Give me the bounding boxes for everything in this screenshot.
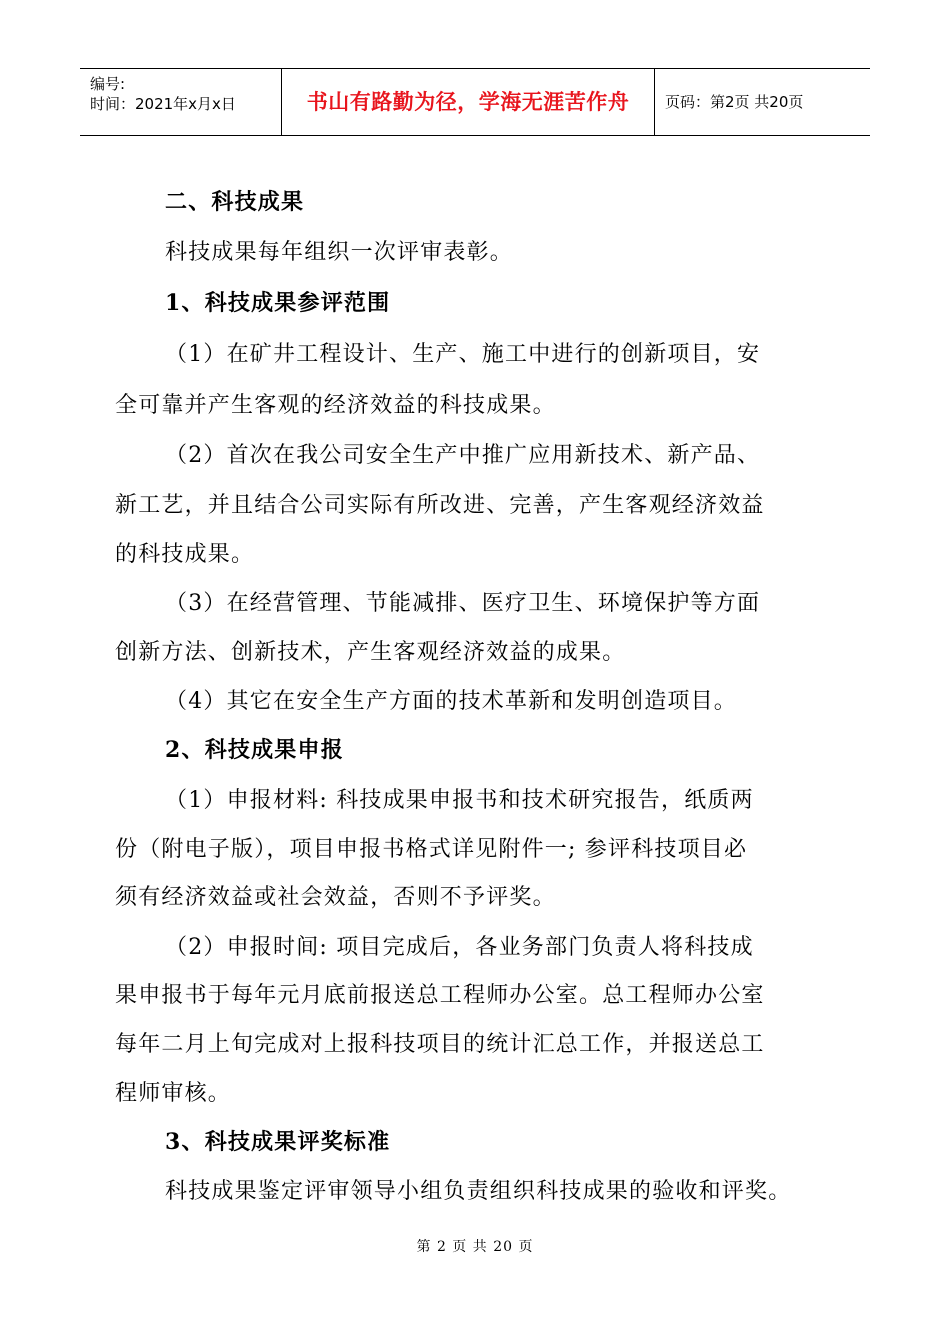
subsection-heading: 2、科技成果申报: [165, 737, 344, 763]
header-page-code: 页码：第2页 共20页: [665, 93, 804, 111]
page-footer: 第 2 页 共 20 页: [416, 1239, 534, 1255]
paragraph-line: 每年二月上旬完成对上报科技项目的统计汇总工作，并报送总工: [115, 1032, 765, 1057]
header-meta: [80, 69, 281, 135]
paragraph-line: （4）其它在安全生产方面的技术革新和发明创造项目。: [165, 689, 737, 714]
header-motto: 书山有路勤为径，学海无涯苦作舟: [281, 69, 655, 135]
document-header: [80, 68, 870, 136]
paragraph-line: 全可靠并产生客观的经济效益的科技成果。: [115, 393, 556, 418]
paragraph-line: 须有经济效益或社会效益，否则不予评奖。: [115, 885, 556, 910]
paragraph-line: （2）申报时间: 项目完成后，各业务部门负责人将科技成: [165, 935, 754, 960]
paragraph-line: 程师审核。: [115, 1081, 232, 1106]
paragraph-line: （1）在矿井工程设计、生产、施工中进行的创新项目，安: [165, 342, 761, 367]
paragraph-line: （1）申报材料: 科技成果申报书和技术研究报告，纸质两: [165, 788, 754, 813]
subsection-heading: 3、科技成果评奖标准: [165, 1129, 391, 1155]
paragraph-line: 科技成果每年组织一次评审表彰。: [165, 240, 514, 265]
paragraph-line: 果申报书于每年元月底前报送总工程师办公室。总工程师办公室: [115, 983, 765, 1008]
paragraph-line: 新工艺，并且结合公司实际有所改进、完善，产生客观经济效益: [115, 493, 765, 518]
paragraph-line: （3）在经营管理、节能减排、医疗卫生、环境保护等方面: [165, 591, 761, 616]
paragraph-line: 份（附电子版），项目申报书格式详见附件一; 参评科技项目必: [115, 837, 748, 862]
document-date: 时间：2021年x月x日: [90, 95, 236, 113]
paragraph-line: 创新方法、创新技术，产生客观经济效益的成果。: [115, 640, 626, 665]
subsection-heading: 1、科技成果参评范围: [165, 290, 391, 316]
paragraph-line: （2）首次在我公司安全生产中推广应用新技术、新产品、: [165, 443, 761, 468]
section-heading: 二、科技成果: [165, 189, 305, 215]
paragraph-line: 科技成果鉴定评审领导小组负责组织科技成果的验收和评奖。: [165, 1179, 792, 1204]
paragraph-line: 的科技成果。: [115, 542, 255, 567]
document-number-label: 编号:: [90, 75, 126, 93]
